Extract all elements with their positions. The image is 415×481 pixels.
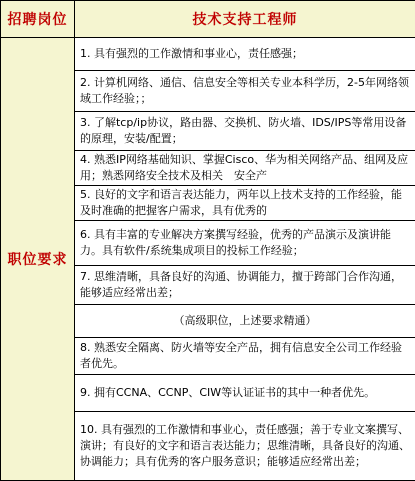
requirement-item: 8. 熟悉安全隔离、防火墙等安全产品，拥有信息安全公司工作经验者优先。 (75, 338, 415, 375)
requirement-item: 4. 熟悉IP网络基础知识、掌握Cisco、华为相关网络产品、组网及应用；熟悉网络安全技术及相关 安全产 (75, 151, 415, 186)
requirements-label: 职位要求 (1, 38, 75, 481)
requirement-item: 2. 计算机网络、通信、信息安全等相关专业本科学历，2-5年网络领域工作经验；； (75, 71, 415, 112)
requirement-item: 3. 了解tcp/ip协议，路由器、交换机、防火墙、IDS/IPS等常用设备的原理，安装/配置； (75, 112, 415, 151)
requirement-item: 6. 具有丰富的专业解决方案撰写经验，优秀的产品演示及演讲能力。具有软件/系统集成项目的投标工作经验； (75, 221, 415, 266)
requirement-row (1, 38, 415, 71)
requirement-item: 10. 具有强烈的工作激情和事业心，责任感强；善于专业文案撰写、演讲；有良好的文字和语言表达能力；思维清晰，具备良好的沟通、协调能力；具有优秀的客户服务意识；能够适应经常出差； (75, 412, 415, 481)
requirement-item: 5. 良好的文字和语言表达能力，两年以上技术支持的工作经验，能及时准确的把握客户需求，具有优秀的 (75, 186, 415, 221)
requirement-item: 1. 具有强烈的工作激情和事业心，责任感强； (75, 38, 415, 71)
requirement-item: 7. 思维清晰，具备良好的沟通、协调能力，擅于跨部门合作沟通，能够适应经常出差； (75, 266, 415, 305)
requirement-note: （高级职位，上述要求精通） (75, 305, 415, 338)
position-label-cell: 招聘岗位 (1, 1, 75, 38)
header-row (1, 1, 415, 38)
job-title-cell: 技术支持工程师 (75, 1, 415, 38)
requirement-item: 9. 拥有CCNA、CCNP、CIW等认证证书的其中一种者优先。 (75, 375, 415, 412)
